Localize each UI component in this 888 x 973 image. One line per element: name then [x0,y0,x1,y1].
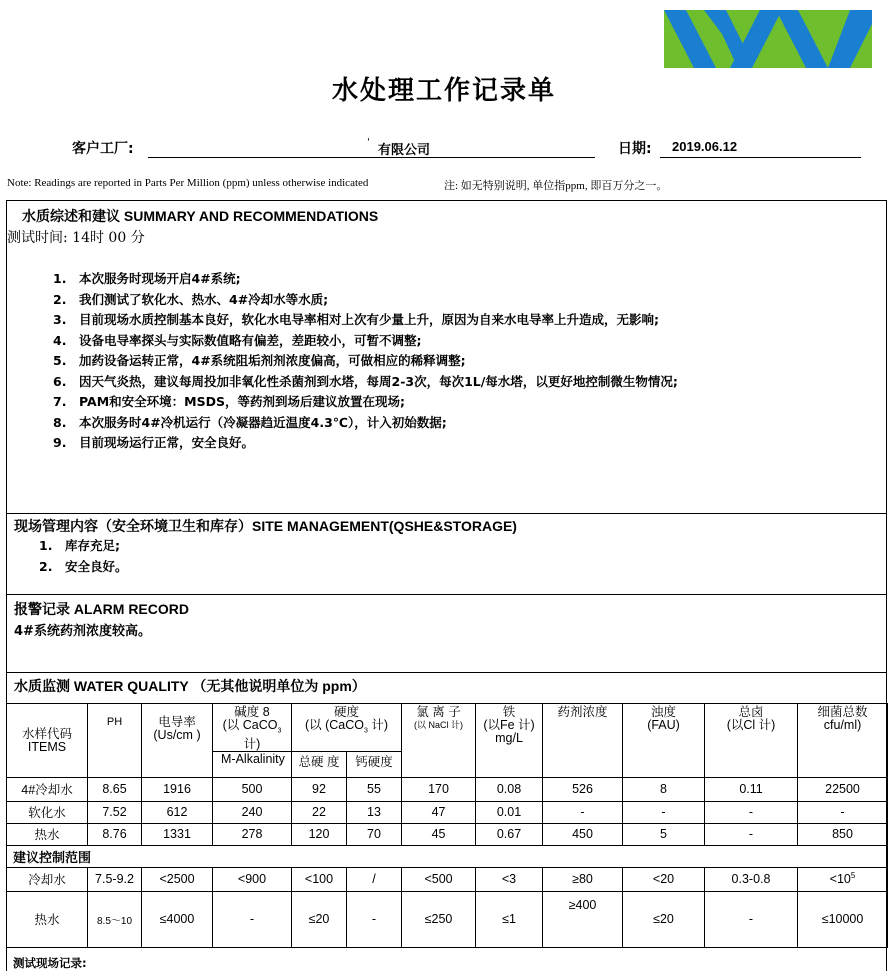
row-label: 软化水 [7,801,88,823]
header-fe-l3: mg/L [495,731,523,745]
header-sample-cn: 水样代码 [21,727,72,742]
list-item [53,351,678,372]
list-text: 加药设备运转正常，4#系统阻垢剂剂浓度偏高，可做相应的稀释调整; [79,353,466,368]
test-time [7,227,145,247]
date-value: 2019.06.12 [672,139,738,154]
list-item [39,557,128,578]
alarm-heading: 报警记录 ALARM RECORD [14,601,189,617]
table-cell: - [623,801,705,823]
table-cell [347,867,402,891]
list-text: 因天气炎热，建议每周投加非氧化性杀菌剂到水塔，每周2-3次，每次1L/每水塔，以更好地控制微生物情况; [79,373,678,389]
header-alk-l3: 计) [243,736,261,751]
summary-heading: 水质综述和建议 SUMMARY AND RECOMMENDATIONS [22,208,379,224]
table-cell: 13 [347,801,402,823]
date-label: 日期: [618,141,652,157]
table-cell: - [705,823,798,845]
site-heading: 现场管理内容（安全环境卫生和库存）SITE MANAGEMENT(QSHE&STORAGE) [14,518,517,534]
table-row [7,891,888,947]
header-turbidity [623,704,705,778]
table-cell [213,867,292,891]
table-cell: 0.11 [705,777,798,801]
cell-value: ≤250 [424,912,453,926]
list-item [53,372,678,393]
list-item [53,392,678,413]
header-tcl-l2: (以Cl 计) [726,718,776,732]
cell-value: <10 [829,872,851,887]
list-number: 5. [53,353,67,368]
header-sample [7,704,88,778]
header-turb-l1: 浊度 [651,705,677,719]
divider [6,200,887,201]
table-cell [213,891,292,947]
table-header-row [7,704,888,752]
cell-value: ≤4000 [159,912,195,926]
table-cell [705,891,798,947]
summary-list [53,269,678,454]
header-alk-sub: 3 [277,727,282,735]
header-fe-l1: 铁 [502,705,516,719]
table-row [7,867,888,891]
note-english: Note: Readings are reported in Parts Per Million (ppm) unless otherwise indicated [7,177,369,189]
table-cell: 120 [292,823,347,845]
table-cell [798,891,888,947]
header-hard-l2: (以 (CaCO [304,718,364,732]
list-item [53,331,678,352]
table-cell [88,867,142,891]
divider [6,594,887,595]
table-cell: 1916 [142,777,213,801]
header-ph [88,704,142,778]
site-list [39,536,128,577]
company-logo [664,10,872,68]
row-label: 4#冷却水 [7,777,88,801]
row-label: 热水 [7,891,88,947]
table-cell: 22500 [798,777,888,801]
list-item [53,433,678,454]
header-fe-l2: (以Fe 计) [483,718,535,732]
list-item [53,310,678,331]
header-sample-en: ITEMS [27,740,67,755]
table-cell: 278 [213,823,292,845]
list-number: 2. [39,558,53,574]
list-text: 本次服务时4#冷机运行（冷凝器趋近温度4.3℃），计入初始数据; [79,414,447,430]
cell-value: <500 [424,872,453,886]
table-cell [142,891,213,947]
note-chinese: 注: 如无特别说明, 单位指ppm, 即百万分之一。 [444,180,668,192]
table-row [7,777,888,801]
list-number: 7. [53,394,67,409]
header-hard-l1: 硬度 [334,705,360,719]
table-cell [476,891,543,947]
header-cl-l1: 氯 离 子 [416,705,461,719]
header-tcl-l1: 总卤 [738,705,764,719]
header-alkalinity [213,704,292,752]
header-alk-l2: (以 CaCO [222,718,278,732]
list-text: 安全良好。 [65,558,128,574]
table-cell: - [705,801,798,823]
list-number: 6. [53,373,67,389]
table-cell: 8.76 [88,823,142,845]
header-turb-l2: (FAU) [647,718,680,732]
header-hard-sub: 3 [364,727,368,735]
header-chem-text: 药剂浓度 [557,705,608,719]
list-text: 我们测试了软化水、热水、4#冷却水等水质; [79,291,329,307]
list-number: 1. [53,271,67,286]
divider [6,672,887,673]
table-cell: 47 [402,801,476,823]
table-cell [292,891,347,947]
header-alk-l1: 碱度 8 [234,705,270,719]
client-underline [148,157,595,158]
list-text: 目前现场运行正常，安全良好。 [79,435,255,450]
cell-value: ≤20 [653,912,674,926]
table-cell: 7.52 [88,801,142,823]
table-cell: 526 [543,777,623,801]
table-cell: 850 [798,823,888,845]
control-heading-row [7,845,888,867]
header-conductivity [142,704,213,778]
header-calcium-hardness: 钙硬度 [347,751,402,777]
header-bac-l2: cfu/ml) [823,718,862,732]
water-quality-table [6,703,888,948]
list-number: 3. [53,312,67,327]
cell-value: / [372,872,376,886]
table-cell [347,891,402,947]
client-label: 客户工厂: [72,141,134,157]
list-item [53,413,678,434]
table-cell: 70 [347,823,402,845]
header-cond-unit: (Us/cm ) [153,728,201,742]
cell-value: <2500 [159,872,195,886]
table-cell: 8.65 [88,777,142,801]
table-cell [705,867,798,891]
water-quality-heading: 水质监测 WATER QUALITY （无其他说明单位为 ppm） [14,678,366,694]
table-cell [623,867,705,891]
date-underline [660,157,861,158]
table-cell: 55 [347,777,402,801]
divider [6,513,887,514]
header-total-hardness: 总硬 度 [292,751,347,777]
header-cond-cn: 电导率 [158,715,196,729]
header-bac-l1: 细菌总数 [817,705,868,719]
row-label: 冷却水 [7,867,88,891]
header-iron [476,704,543,778]
control-heading: 建议控制范围 [7,845,888,867]
header-hardness [292,704,402,752]
table-cell: 0.01 [476,801,543,823]
cell-exponent: 5 [850,871,856,881]
cell-value: - [249,912,255,926]
table-cell: 170 [402,777,476,801]
header-total-halogen [705,704,798,778]
header-ph-text: PH [106,716,123,728]
cell-value: <100 [304,872,334,886]
cell-value: ≤10000 [821,912,864,926]
table-cell: 450 [543,823,623,845]
cell-value: 0.3-0.8 [731,872,771,886]
header-bacteria [798,704,888,778]
list-item [53,290,678,311]
list-number: 2. [53,291,67,307]
cell-value: ≤20 [308,912,330,926]
table-cell [292,867,347,891]
footer-record-label: 测试现场记录: [13,956,87,970]
table-cell: 5 [623,823,705,845]
cell-value: <3 [501,872,517,886]
table-row [7,823,888,845]
client-mark: ' [367,137,370,148]
table-cell [402,867,476,891]
table-cell: 45 [402,823,476,845]
list-item [53,269,678,290]
cell-value: <900 [237,872,267,886]
table-cell [142,867,213,891]
table-cell [798,867,888,891]
table-cell [402,891,476,947]
list-text: 目前现场水质控制基本良好，软化水电导率相对上次有少量上升，原因为自来水电导率上升造成，无影响; [79,312,660,327]
table-cell: 1331 [142,823,213,845]
table-cell: 0.67 [476,823,543,845]
list-item [39,536,128,557]
test-time-value: 14时 00 分 [72,230,145,246]
table-cell: 0.08 [476,777,543,801]
table-cell: 8 [623,777,705,801]
header-cl-l2: (以 NaCl 计) [414,720,464,730]
list-text: 设备电导率探头与实际数值略有偏差，差距较小，可暂不调整; [79,332,422,348]
client-value: 有限公司 [378,143,431,158]
list-text: 库存充足; [65,538,120,553]
table-cell: 500 [213,777,292,801]
table-row [7,801,888,823]
list-number: 8. [53,414,67,430]
table-cell [543,867,623,891]
list-text: PAM和安全环境：MSDS，等药剂到场后建议放置在现场; [79,394,405,409]
header-chloride [402,704,476,778]
table-cell [543,891,623,947]
table-cell: 240 [213,801,292,823]
list-number: 9. [53,435,67,450]
cell-value: ≥400 [568,897,597,912]
cell-value: ≤1 [502,912,516,926]
table-cell: - [798,801,888,823]
test-time-label: 测试时间: [7,230,68,246]
v-stripes-logo-icon [664,10,872,68]
page-title: 水处理工作记录单 [331,76,556,106]
cell-value: <20 [652,872,675,886]
header-m-alkalinity: M-Alkalinity [213,751,292,777]
cell-value: - [371,912,377,926]
row-label: 热水 [7,823,88,845]
table-cell: 612 [142,801,213,823]
alarm-text: 4#系统药剂浓度较高。 [14,624,151,639]
header-hard-l3: 计) [367,718,389,732]
cell-value: 8.5～10 [96,915,133,927]
list-number: 4. [53,332,67,348]
table-cell [623,891,705,947]
table-cell: - [543,801,623,823]
table-cell: 22 [292,801,347,823]
table-cell: 92 [292,777,347,801]
header-chemical [543,704,623,778]
list-text: 本次服务时现场开启4#系统; [79,271,241,286]
table-cell [88,891,142,947]
table-cell [476,867,543,891]
cell-value: - [748,912,754,926]
list-number: 1. [39,538,53,553]
cell-value: 7.5-9.2 [95,872,134,886]
cell-value: ≥80 [572,872,593,886]
